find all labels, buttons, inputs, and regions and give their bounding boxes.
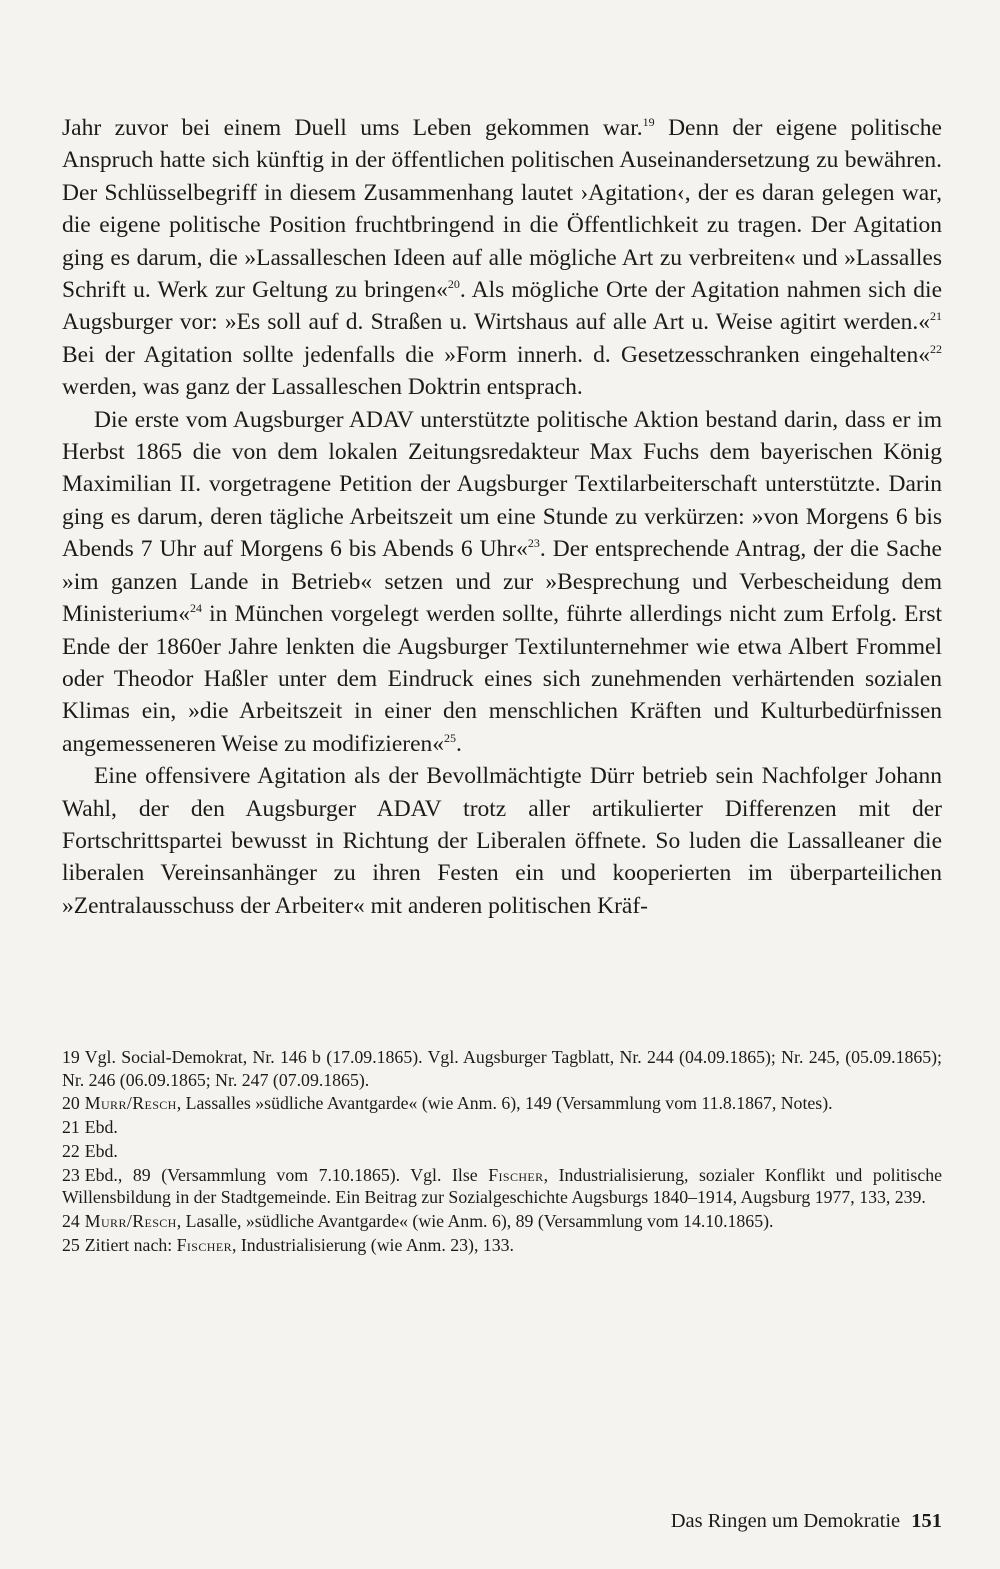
footnote-number: 25 [62, 1234, 80, 1255]
body-paragraph [62, 760, 942, 922]
author-name: Murr/Resch [84, 1211, 177, 1232]
footnote-ref: 25 [444, 730, 457, 745]
body-paragraph [62, 404, 942, 760]
footnote [62, 1046, 942, 1091]
text-run: Bei der Agitation sollte jedenfalls die »Form innerh. d. Gesetzesschranken eingehalten« [62, 341, 930, 368]
author-name: Fischer [488, 1164, 544, 1185]
author-name: Murr/Resch [84, 1093, 177, 1114]
author-name: Fischer [176, 1234, 232, 1255]
footnote-number: 21 [62, 1117, 80, 1138]
footnotes [62, 1046, 942, 1258]
page-number: 151 [911, 1510, 942, 1532]
footnote [62, 1140, 942, 1163]
text-run: Eine offensivere Agitation als der Bevollmächtigte Dürr betrieb sein Nachfolger Johann Wahl, der den Augsburger ADAV trotz aller artikulierter Differenzen mit der Fortschrittspartei bewusst in Richtung der Liberalen öffnete. So luden die Lassalleaner die liberalen Vereinsanhänger zu ihren Festen ein und kooperierten im überparteilichen »Zentralausschuss der Arbeiter« mit anderen politischen Kräf- [62, 763, 942, 919]
text-run: Jahr zuvor bei einem Duell ums Leben gekommen war. [62, 115, 643, 141]
footnote [62, 1234, 942, 1257]
text-run: , Industrialisierung (wie Anm. 23), 133. [232, 1234, 514, 1255]
text-run: . Als mögliche Orte der Agitation nahmen sich die Augsburger vor: »Es soll auf d. Straßen u. Wirtshaus auf alle Art u. Weise agitirt werden.« [62, 277, 942, 336]
running-title: Das Ringen um Demokratie [670, 1510, 901, 1532]
running-footer [671, 1510, 942, 1533]
text-run: . [456, 730, 462, 757]
footnote-number: 23 [62, 1164, 80, 1185]
text-run: Denn der eigene politische Anspruch hatte sich künftig in der öffentlichen politischen Auseinandersetzung zu bewähren. Der Schlüsselbegriff in diesem Zusammenhang lautet ›Agitation‹, der es daran gelegen war, die eigene politische Position fruchtbringend in die Öffentlichkeit zu tragen. Der Agitation ging es darum, die »Lassalleschen Ideen auf alle mögliche Art zu verbreiten« und »Lassalles Schrift u. Werk zur Geltung zu bringen« [62, 115, 942, 304]
footnote-ref: 20 [447, 277, 460, 292]
text-run: Ebd. [84, 1117, 118, 1138]
footnote-ref: 23 [527, 536, 540, 551]
text-run: Zitiert nach: [84, 1234, 177, 1255]
footnote-number: 24 [62, 1211, 80, 1232]
text-run: Vgl. Social-Demokrat, Nr. 146 b (17.09.1865). Vgl. Augsburger Tagblatt, Nr. 244 (04.09.1865); Nr. 245, (05.09.1865); Nr. 246 (06.09.1865; Nr. 247 (07.09.1865). [62, 1047, 942, 1090]
text-run: . Der entsprechende Antrag, der die Sache »im ganzen Lande in Betrieb« setzen und zur »Besprechung und Verbescheidung dem Ministerium« [62, 536, 942, 628]
text-run: in München vorgelegt werden sollte, führte allerdings nicht zum Erfolg. Erst Ende der 1860er Jahre lenkten die Augsburger Textilunternehmer wie etwa Albert Frommel oder Theodor Haßler unter dem Eindruck eines sich zunehmenden verhärtenden sozialen Klimas ein, »die Arbeitszeit in einer den menschlichen Kräften und Kulturbedürfnissen angemesseneren Weise zu modifizieren« [62, 601, 942, 757]
footnote [62, 1092, 942, 1115]
footnote-number: 20 [62, 1093, 80, 1114]
footnote [62, 1210, 942, 1233]
body-text [62, 112, 942, 922]
footnote-number: 19 [62, 1047, 80, 1067]
text-run: , Industrialisierung, sozialer Konflikt und politische Willensbildung in der Stadtgemeinde. Ein Beitrag zur Sozialgeschichte Augsburgs 1840–1914, Augsburg 1977, 133, 239. [62, 1164, 942, 1208]
footnote-ref: 24 [189, 601, 202, 616]
footnote-ref: 19 [642, 115, 655, 130]
text-run: werden, was ganz der Lassalleschen Doktrin entsprach. [62, 374, 583, 401]
body-paragraph [62, 112, 942, 404]
footnote-ref: 21 [930, 309, 942, 324]
text-run: Ebd., 89 (Versammlung vom 7.10.1865). Vgl. Ilse [84, 1164, 489, 1185]
footnote [62, 1116, 942, 1139]
text-run: , Lasalle, »südliche Avantgarde« (wie Anm. 6), 89 (Versammlung vom 14.10.1865). [176, 1211, 774, 1232]
text-run: Die erste vom Augsburger ADAV unterstützte politische Aktion bestand darin, dass er im Herbst 1865 die von dem lokalen Zeitungsredakteur Max Fuchs dem bayerischen König Maximilian II. vorgetragene Petition der Augsburger Textilarbeiterschaft unterstützte. Darin ging es darum, deren tägliche Arbeitszeit um eine Stunde zu verkürzen: »von Morgens 6 bis Abends 7 Uhr auf Morgens 6 bis Abends 6 Uhr« [62, 406, 942, 563]
footnote [62, 1164, 942, 1209]
text-run: Ebd. [84, 1140, 118, 1161]
footnote-ref: 22 [930, 342, 942, 357]
footnote-number: 22 [62, 1140, 80, 1161]
text-run: , Lassalles »südliche Avantgarde« (wie Anm. 6), 149 (Versammlung vom 11.8.1867, Notes). [176, 1093, 833, 1114]
